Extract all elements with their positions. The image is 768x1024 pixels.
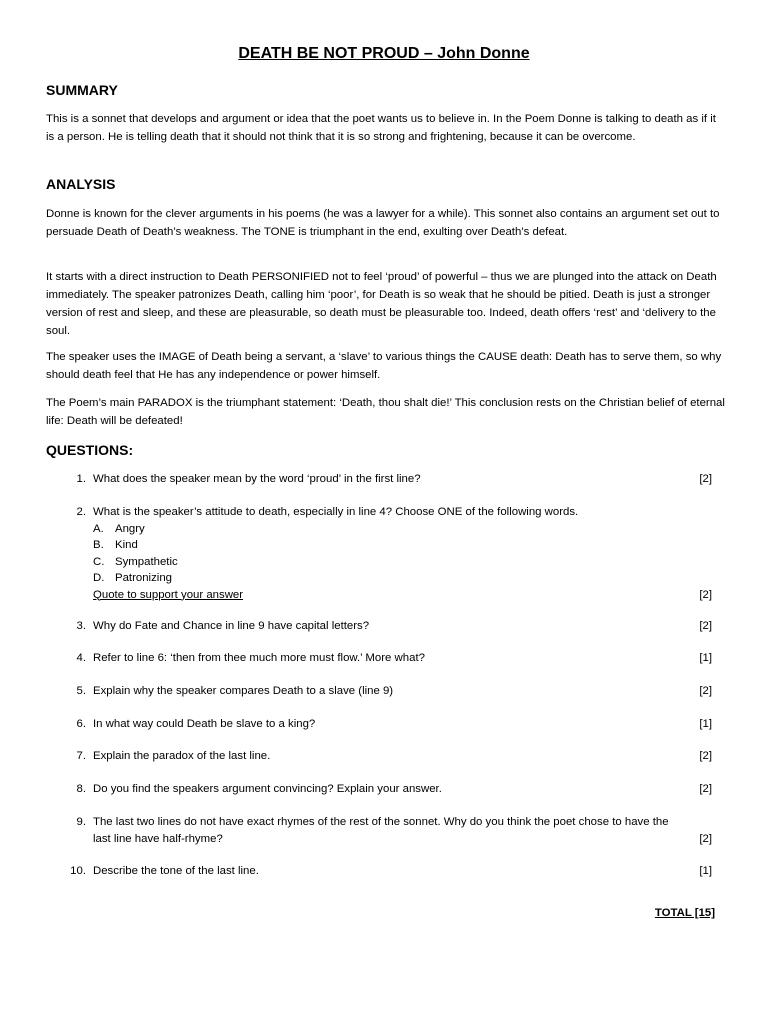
questions-heading: QUESTIONS:	[46, 442, 134, 458]
option-label: Patronizing	[115, 572, 172, 584]
question-item	[64, 683, 716, 700]
analysis-heading: ANALYSIS	[46, 176, 116, 192]
question-item	[64, 748, 716, 765]
option-letter: B.	[93, 539, 104, 551]
summary-heading: SUMMARY	[46, 82, 118, 98]
question-text: In what way could Death be slave to a king?	[93, 718, 316, 730]
question-text: The last two lines do not have exact rhymes of the rest of the sonnet. Why do you think the poet chose to have the last line have half-rhyme?	[93, 816, 669, 845]
question-item	[64, 716, 716, 733]
analysis-paragraph: It starts with a direct instruction to Death PERSONIFIED not to feel ‘proud’ of powerful – thus we are plunged into the attack on Death immediately. The speaker patronizes Death, calling him ‘poor’, for Death is so weak that he should be pitied. Death is just a stronger version of rest and sleep, and these are pleasurable, so death must be pleasurable too. Indeed, death offers ‘rest’ and ‘delivery to the soul.	[46, 271, 717, 337]
question-number: 3.	[76, 620, 86, 632]
option-letter: C.	[93, 555, 105, 568]
answer-option	[93, 554, 686, 571]
question-item	[64, 863, 716, 880]
question-number: 10.	[70, 865, 86, 877]
question-number: 5.	[76, 685, 86, 697]
answer-option	[93, 570, 686, 587]
analysis-paragraph: The Poem’s main PARADOX is the triumphant statement: ‘Death, thou shalt die!’ This conclusion rests on the Christian belief of eternal life: Death will be defeated!	[46, 397, 725, 427]
answer-option	[93, 537, 686, 554]
question-number: 4.	[76, 652, 86, 664]
question-item	[64, 814, 716, 847]
question-marks: [2]	[699, 473, 712, 485]
option-label: Sympathetic	[115, 555, 178, 568]
question-number: 7.	[76, 750, 86, 762]
question-number: 1.	[76, 473, 86, 485]
answer-option	[93, 521, 686, 538]
question-text: Why do Fate and Chance in line 9 have capital letters?	[93, 620, 370, 632]
question-number: 2.	[76, 506, 86, 518]
total-marks: TOTAL [15]	[654, 907, 715, 919]
analysis-paragraph: The speaker uses the IMAGE of Death being a servant, a ‘slave’ to various things the CAUSE death: Death has to serve them, so why should death feel that He has any independence or power himself.	[46, 351, 722, 381]
question-text: Describe the tone of the last line.	[93, 865, 259, 877]
question-number: 6.	[76, 718, 86, 730]
question-item	[64, 504, 716, 603]
question-text: Explain the paradox of the last line.	[93, 750, 271, 762]
page-title: DEATH BE NOT PROUD – John Donne	[238, 45, 530, 62]
question-marks: [2]	[699, 750, 712, 762]
question-marks: [1]	[699, 652, 712, 664]
question-text: What is the speaker’s attitude to death, especially in line 4? Choose ONE of the following words.	[93, 506, 579, 518]
question-number: 8.	[76, 783, 86, 795]
question-number: 9.	[76, 816, 86, 828]
question-text: Do you find the speakers argument convincing? Explain your answer.	[93, 783, 442, 795]
analysis-paragraph: Donne is known for the clever arguments in his poems (he was a lawyer for a while). This sonnet also contains an argument set out to persuade Death of Death’s weakness. The TONE is triumphant in the end, exulting over Death’s defeat.	[46, 208, 720, 238]
question-item	[64, 650, 716, 667]
question-text: Refer to line 6: ‘then from thee much more must flow.’ More what?	[93, 652, 425, 664]
option-label: Angry	[115, 522, 145, 535]
question-marks: [2]	[699, 832, 712, 845]
question-marks: [1]	[699, 865, 712, 877]
question-item	[64, 781, 716, 798]
question-text: Explain why the speaker compares Death to a slave (line 9)	[93, 685, 394, 697]
question-marks: [2]	[699, 588, 712, 601]
option-letter: A.	[93, 522, 104, 535]
quote-instruction: Quote to support your answer	[93, 588, 244, 601]
option-label: Kind	[115, 539, 138, 551]
question-marks: [2]	[699, 620, 712, 632]
option-letter: D.	[93, 572, 105, 584]
question-text: What does the speaker mean by the word ‘proud’ in the first line?	[93, 473, 421, 485]
question-marks: [2]	[699, 685, 712, 697]
question-marks: [1]	[699, 718, 712, 730]
question-item	[64, 471, 716, 488]
summary-text: This is a sonnet that develops and argument or idea that the poet wants us to believe in. In the Poem Donne is talking to death as if it is a person. He is telling death that it should not think that it is so strong and frightening, because it can be overcome.	[46, 113, 716, 143]
question-marks: [2]	[699, 783, 712, 795]
question-item	[64, 618, 716, 635]
